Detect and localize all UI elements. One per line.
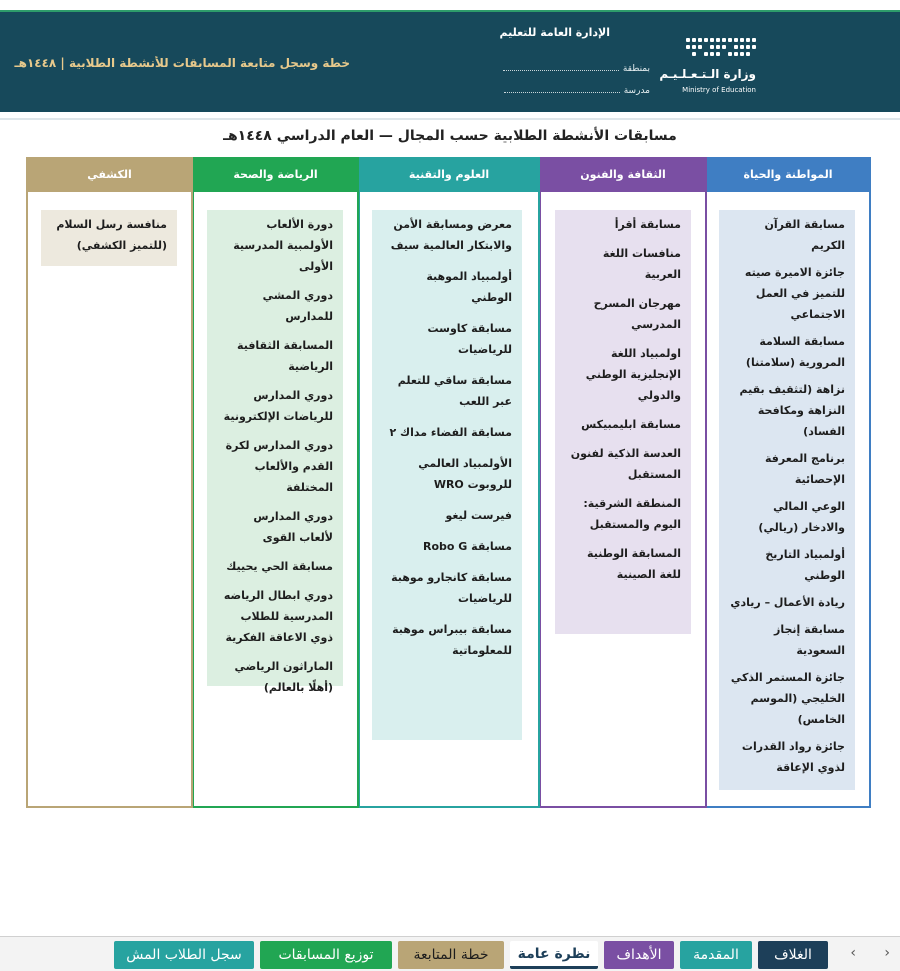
competition-item: اولمبياد اللغة الإنجليزية الوطني والدولي: [585, 347, 681, 402]
logo-dot: [740, 45, 744, 49]
competition-item: دورة الألعاب الأولمبية المدرسية الأولى: [233, 218, 333, 273]
logo-dot: [710, 38, 714, 42]
competition-item: فيرست ليغو: [445, 509, 512, 522]
competition-item: مسابقة السلامة المرورية (سلامتنا): [745, 335, 845, 369]
school-field: [504, 84, 650, 96]
logo-dots-icon: [680, 34, 756, 62]
region-input-line[interactable]: [503, 62, 619, 71]
column-sports-health: [192, 157, 359, 808]
sheet-tab[interactable]: توزيع المسابقات: [260, 941, 392, 969]
logo-dot: [722, 38, 726, 42]
logo-dot: [698, 38, 702, 42]
logo-arabic-text: وزارة الـتـعـلـيـم: [659, 67, 756, 81]
region-label: بمنطقة: [622, 64, 650, 74]
logo-dot: [698, 45, 702, 49]
logo-dot: [686, 38, 690, 42]
sheet-tab[interactable]: نظرة عامة: [510, 941, 598, 969]
logo-dot: [728, 38, 732, 42]
column-scouting: [26, 157, 193, 808]
logo-dot: [716, 45, 720, 49]
competition-item: مسابقة الفضاء مداك ٢: [389, 426, 512, 439]
competition-list: [41, 210, 177, 266]
competition-item: مسابقة بيبراس موهبة للمعلوماتية: [392, 623, 512, 657]
logo-dot: [704, 38, 708, 42]
divider: [0, 118, 900, 120]
sheet-tab[interactable]: سجل الطلاب المش: [114, 941, 254, 969]
logo-dot: [734, 45, 738, 49]
competition-item: الأولمبياد العالمي للروبوت WRO: [418, 457, 512, 491]
competition-item: دوري المدارس لكرة القدم والألعاب المختلفة: [225, 439, 333, 494]
column-body: [705, 192, 871, 808]
chevron-right-icon[interactable]: ›: [884, 945, 890, 961]
school-label: مدرسة: [623, 86, 650, 96]
ministry-logo: [659, 34, 758, 104]
competition-item: دوري المدارس لألعاب القوى: [253, 510, 333, 544]
competition-item: مسابقة ابليمبيكس: [581, 418, 681, 431]
logo-dot: [746, 45, 750, 49]
competition-item: جائزة المستمر الذكي الخليجي (الموسم الخامس): [730, 671, 845, 726]
logo-dot: [686, 45, 690, 49]
column-header: العلوم والتقنية: [358, 157, 540, 192]
sheet-tab-bar: [0, 936, 900, 971]
logo-dot: [710, 52, 714, 56]
competition-item: جائزة رواد القدرات لذوي الإعاقة: [741, 740, 845, 774]
competition-item: الوعي المالي والادخار (ريالي): [758, 500, 845, 534]
sheet-tab[interactable]: الأهداف: [604, 941, 674, 969]
logo-dot: [692, 45, 696, 49]
plan-title: خطة وسجل متابعة المسابقات للأنشطة الطلابية | ١٤٤٨هـ: [14, 56, 350, 70]
competition-item: منافسات اللغة العربية: [602, 247, 681, 281]
sheet-tab[interactable]: المقدمة: [680, 941, 752, 969]
competition-item: معرض ومسابقة الأمن والابتكار العالمية سيف: [390, 218, 512, 252]
competition-item: دوري المشي للمدارس: [262, 289, 333, 323]
competition-item: أولمبياد الموهبة الوطني: [426, 270, 512, 304]
department-title: الإدارة العامة للتعليم: [499, 26, 610, 39]
competition-list: [207, 210, 343, 694]
logo-dot: [740, 52, 744, 56]
logo-dot: [746, 52, 750, 56]
competition-item: مسابقة كانجارو موهبة للرياضيات: [391, 571, 512, 605]
column-header: المواطنة والحياة: [705, 157, 871, 192]
logo-dot: [716, 52, 720, 56]
competition-item: مسابقة Robo G: [422, 540, 512, 553]
region-field: [503, 62, 650, 74]
competition-item: المنطقة الشرقية: اليوم والمستقبل: [583, 497, 681, 531]
competition-item: منافسة رسل السلام (للتميز الكشفي): [56, 218, 167, 252]
competition-item: دوري المدارس للرياضات الإلكترونية: [223, 389, 333, 423]
competition-item: ريادة الأعمال – ريادي: [730, 596, 845, 609]
logo-dot: [752, 38, 756, 42]
competition-item: مسابقة كاوست للرياضيات: [427, 322, 512, 356]
logo-english-text: Ministry of Education: [682, 86, 756, 94]
sheet-tab[interactable]: الغلاف: [758, 941, 828, 969]
column-header: الكشفي: [26, 157, 193, 192]
logo-dot: [734, 52, 738, 56]
chevron-left-icon[interactable]: ‹: [850, 945, 856, 961]
school-input-line[interactable]: [504, 84, 620, 93]
column-body: [539, 192, 707, 808]
logo-dot: [722, 45, 726, 49]
competition-item: أولمبياد التاريخ الوطني: [765, 548, 845, 582]
column-body: [192, 192, 359, 808]
competition-item: المسابقة الوطنية للغة الصينية: [587, 547, 681, 581]
competition-item: جائزة الاميرة صيته للتميز في العمل الاجتماعي: [744, 266, 845, 321]
column-science-tech: [358, 157, 540, 808]
logo-dot: [746, 38, 750, 42]
competition-item: المسابقة الثقافية الرياضية: [237, 339, 333, 373]
competition-item: مهرجان المسرح المدرسي: [593, 297, 681, 331]
header-banner: [0, 10, 900, 112]
competition-list: [372, 210, 522, 740]
competition-item: برنامج المعرفة الإحصائية: [764, 452, 845, 486]
column-body: [26, 192, 193, 808]
logo-dot: [734, 38, 738, 42]
column-header: الثقافة والفنون: [539, 157, 707, 192]
logo-dot: [692, 52, 696, 56]
logo-dot: [728, 52, 732, 56]
competition-item: نزاهة (لتثقيف بقيم النزاهة ومكافحة الفساد): [739, 383, 845, 438]
logo-dot: [716, 38, 720, 42]
competition-item: مسابقة ساقي للتعلم عبر اللعب: [397, 374, 512, 408]
sheet-tab[interactable]: خطة المتابعة: [398, 941, 504, 969]
competition-item: مسابقة إنجاز السعودية: [774, 623, 845, 657]
competition-item: دوري ابطال الرياضه المدرسية للطلاب ذوي الاعاقة الفكرية: [223, 589, 333, 644]
competition-item: العدسة الذكية لفنون المستقبل: [570, 447, 681, 481]
competition-list: [555, 210, 691, 634]
logo-dot: [740, 38, 744, 42]
competition-item: مسابقة الحي يحييك: [226, 560, 333, 573]
logo-dot: [704, 52, 708, 56]
logo-dot: [692, 38, 696, 42]
logo-dot: [710, 45, 714, 49]
logo-dot: [752, 45, 756, 49]
competition-item: مسابقة القرآن الكريم: [764, 218, 845, 252]
column-body: [358, 192, 540, 808]
page-title: مسابقات الأنشطة الطلابية حسب المجال — العام الدراسي ١٤٤٨هـ: [223, 128, 677, 144]
competition-item: الماراثون الرياضي (أهلًا بالعالم): [234, 660, 333, 694]
competition-list: [719, 210, 855, 790]
column-header: الرياضة والصحة: [192, 157, 359, 192]
competition-item: مسابقة أقرأ: [614, 218, 681, 231]
column-citizenship: [705, 157, 871, 808]
column-culture-arts: [539, 157, 707, 808]
